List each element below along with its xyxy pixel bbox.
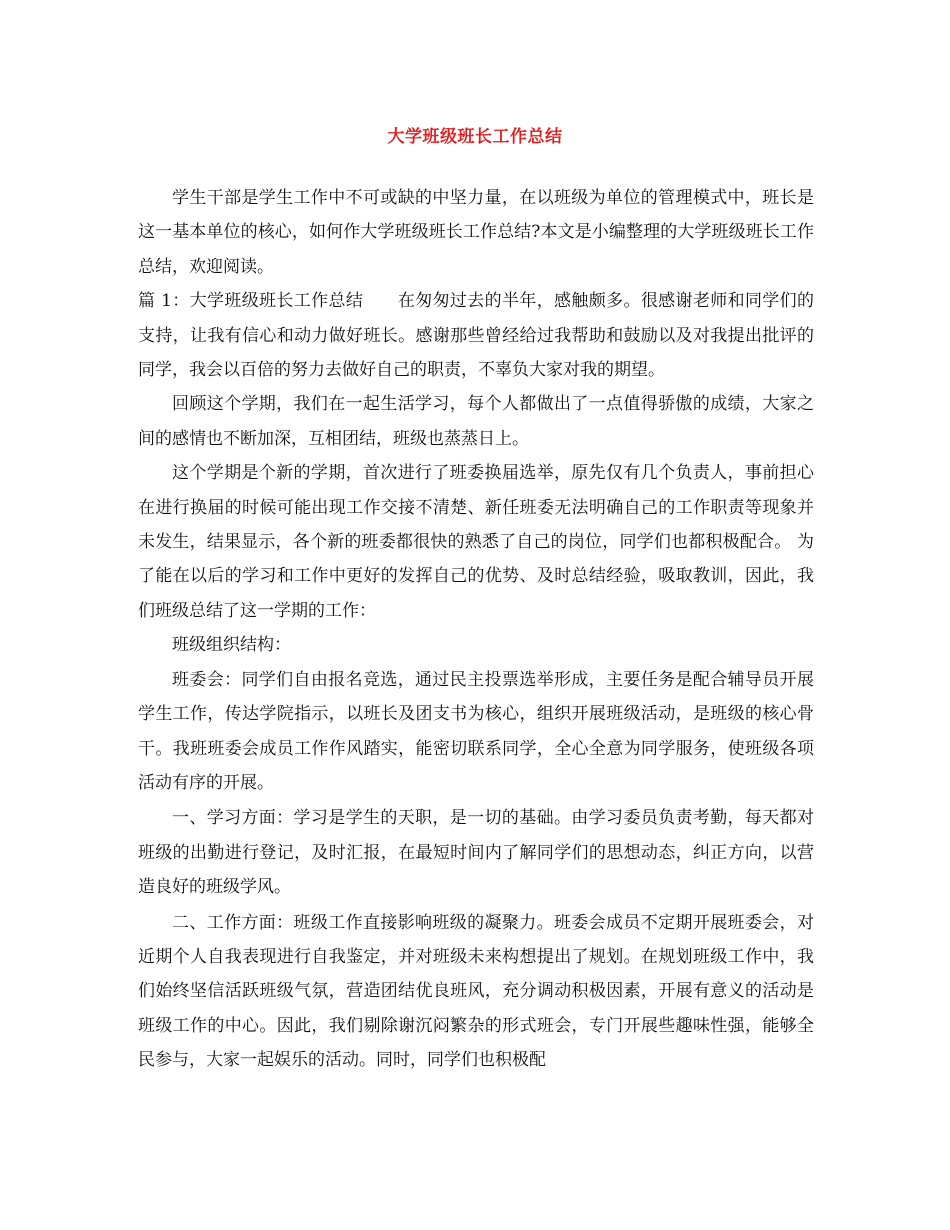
- document-title: 大学班级班长工作总结: [387, 127, 563, 147]
- paragraph-section-1: 篇 1：大学班级班长工作总结 在匆匆过去的半年，感触颇多。很感谢老师和同学们的支持，让我有信心和动力做好班长。感谢那些曾经给过我帮助和鼓励以及对我提出批评的同学，我会以百倍的努力去做好自己的职责，不辜负大家对我的期望。: [138, 291, 814, 381]
- paragraph-structure-heading: 班级组织结构：: [172, 635, 291, 656]
- paragraph-review: 回顾这个学期，我们在一起生活学习，每个人都做出了一点值得骄傲的成绩，大家之间的感情也不断加深，互相团结，班级也蒸蒸日上。: [138, 394, 814, 449]
- paragraph-committee: 班委会：同学们自由报名竞选，通过民主投票选举形成，主要任务是配合辅导员开展学生工作，传达学院指示，以班长及团支书为核心，组织开展班级活动，是班级的核心骨干。我班班委会成员工作作风踏实，能密切联系同学，全心全意为同学服务，使班级各项活动有序的开展。: [138, 669, 814, 793]
- paragraph-work: 二、工作方面：班级工作直接影响班级的凝聚力。班委会成员不定期开展班委会，对近期个人自我表现进行自我鉴定，并对班级未来构想提出了规划。在规划班级工作中，我们始终坚信活跃班级气氛，营造团结优良班风，充分调动积极因素，开展有意义的活动是班级工作的中心。因此，我们剔除谢沉闷繁杂的形式班会，专门开展些趣味性强，能够全民参与，大家一起娱乐的活动。同时，同学们也积极配: [138, 912, 814, 1071]
- paragraph-new-term: 这个学期是个新的学期，首次进行了班委换届选举，原先仅有几个负责人，事前担心在进行换届的时候可能出现工作交接不清楚、新任班委无法明确自己的工作职责等现象并未发生，结果显示，各个新的班委都很快的熟悉了自己的岗位，同学们也都积极配合。 为了能在以后的学习和工作中更好的发挥自己的优势、及时总结经验，吸取教训，因此，我们班级总结了这一学期的工作：: [138, 463, 814, 621]
- paragraph-study: 一、学习方面：学习是学生的天职，是一切的基础。由学习委员负责考勤，每天都对班级的出勤进行登记，及时汇报，在最短时间内了解同学们的思想动态，纠正方向，以营造良好的班级学风。: [138, 808, 814, 898]
- paragraph-intro: 学生干部是学生工作中不可或缺的中坚力量，在以班级为单位的管理模式中，班长是这一基本单位的核心，如何作大学班级班长工作总结?本文是小编整理的大学班级班长工作总结，欢迎阅读。: [138, 188, 814, 277]
- document-body: [138, 181, 814, 1078]
